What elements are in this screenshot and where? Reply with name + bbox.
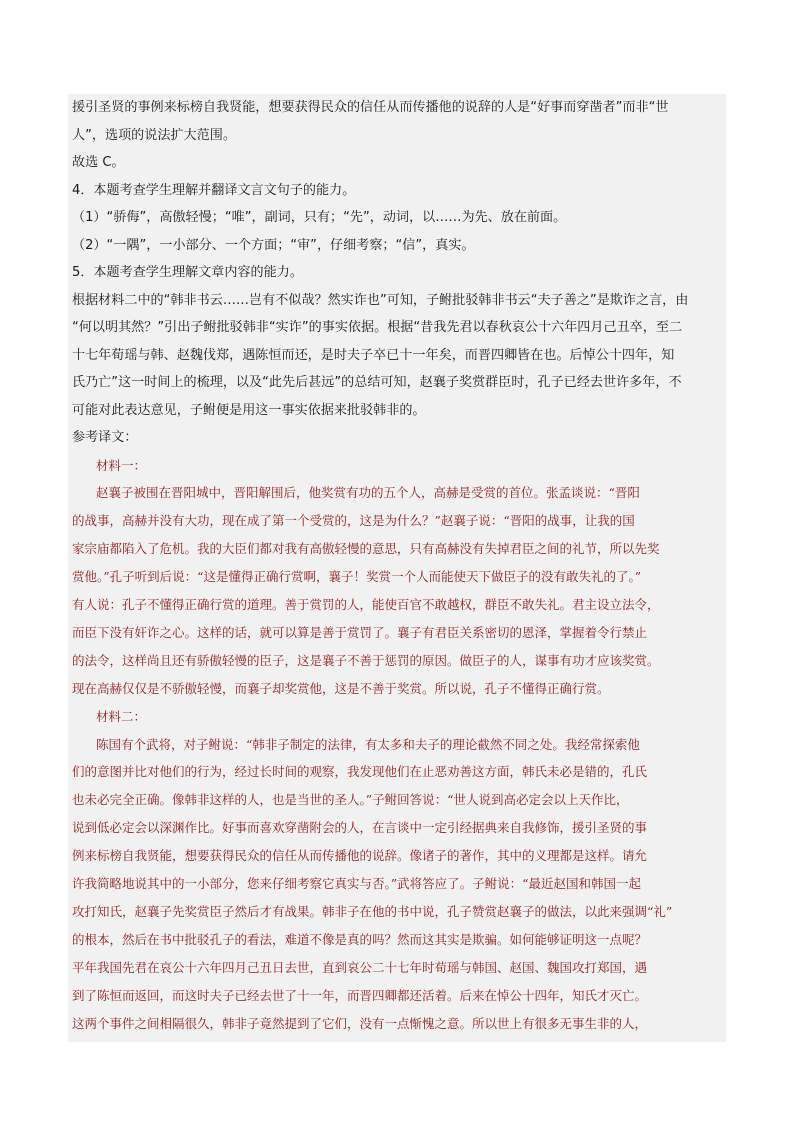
text-line: 陈国有个武将，对子鲋说：“韩非子制定的法律，有太多和夫子的理论截然不同之处。我经常探索他 [96, 736, 640, 752]
text-line: （1）“骄侮”，高傲轻慢；“唯”，副词，只有；“先”，动词，以……为先、放在前面。 [72, 210, 567, 225]
text-line: 人”，选项的说法扩大范围。 [72, 127, 236, 143]
text-line: 这两个事件之间相隔很久，韩非子竟然提到了它们，没有一点惭愧之意。所以世上有很多无事生非的人， [72, 1015, 648, 1031]
text-line: （2）“一隅”，一小部分、一个方面；“审”，仔细考察；“信”，真实。 [72, 237, 475, 253]
text-line: “何以明其然？”引出子鲋批驳韩非“实诈”的事实依据。根据“昔我先君以春秋哀公十六年四月己丑卒，至二 [72, 320, 683, 335]
text-line: 十七年荀瑶与韩、赵魏伐郑，遇陈恒而还，是时夫子卒已十一年矣，而晋四卿皆在也。后悼公十四年，知 [72, 347, 675, 363]
text-line: 到了陈恒而返回，而这时夫子已经去世了十一年，而晋四卿都还活着。后来在悼公十四年，知氏才灭亡。 [72, 987, 648, 1003]
text-line: 说到低必定会以深渊作比。好事而喜欢穿凿附会的人，在言谈中一定引经据典来自我修饰，援引圣贤的事 [72, 820, 648, 836]
material2-lines [72, 731, 722, 1038]
text-line: 根据材料二中的“韩非书云……岂有不似哉？然实诈也”可知，子鲋批驳韩非书云“夫子善之”是欺诈之言，由 [72, 292, 689, 308]
text-line: 许我简略地说其中的一小部分，您来仔细考察它真实与否。”武将答应了。子鲋说：“最近赵国和韩国一起 [72, 876, 642, 892]
text-line: 氏乃亡”这一时间上的梳理，以及“此先后甚远”的总结可知，赵襄子奖赏群臣时，孔子已经去世许多年，不 [72, 375, 682, 390]
answer-lines [72, 94, 722, 452]
text-line: 有人说：孔子不懂得正确行赏的道理。善于赏罚的人，能使百官不敢越权，群臣不敢失礼。君主设立法令， [72, 597, 660, 613]
text-line: 4．本题考查学生理解并翻译文言文句子的能力。 [72, 182, 356, 198]
text-line: 平年我国先君在哀公十六年四月己丑日去世，直到哀公二十七年时荀瑶与韩国、赵国、魏国攻打郑国，遇 [72, 959, 648, 975]
text-line: 例来标榜自我贤能，想要获得民众的信任从而传播他的说辞。像诸子的著作，其中的义理都是这样。请允 [72, 848, 648, 864]
material2-heading: 材料二： [96, 708, 147, 724]
text-line: 故选 C。 [72, 155, 125, 170]
text-line: 援引圣贤的事例来标榜自我贤能，想要获得民众的信任从而传播他的说辞的人是“好事而穿凿者”而非“世 [72, 100, 669, 115]
text-line: 的法令，这样尚且还有骄傲轻慢的臣子，这是襄子不善于惩罚的原因。做臣子的人，谋事有功才应该奖赏。 [72, 652, 660, 668]
answer-explanation-block [68, 94, 726, 1042]
text-line: 也未必完全正确。像韩非这样的人，也是当世的圣人。”子鲋回答说：“世人说到高必定会以上天作比， [72, 792, 629, 808]
material1-lines [72, 479, 722, 702]
text-line: 的根本，然后在书中批驳孔子的看法，难道不像是真的吗？然而这其实是欺骗。如何能够证明这一点呢？ [72, 931, 648, 947]
text-line: 可能对此表达意见，子鲋便是用这一事实依据来批驳韩非的。 [72, 402, 426, 418]
text-line: 5．本题考查学生理解文章内容的能力。 [72, 265, 303, 280]
text-line: 赵襄子被围在晋阳城中，晋阳解围后，他奖赏有功的五个人，高赫是受赏的首位。张孟谈说：“晋阳 [96, 485, 640, 501]
text-line: 现在高赫仅仅是不骄傲轻慢，而襄子却奖赏他，这是不善于奖赏。所以说，孔子不懂得正确行赏。 [72, 680, 610, 696]
text-line: 们的意图并比对他们的行为，经过长时间的观察，我发现他们在止恶劝善这方面，韩氏未必是错的，孔氏 [72, 764, 648, 780]
text-line: 参考译文： [72, 430, 138, 445]
material1-heading: 材料一： [96, 457, 147, 473]
text-line: 攻打知氏，赵襄子先奖赏臣子然后才有战果。韩非子在他的书中说，孔子赞赏赵襄子的做法，以此来强调“礼” [72, 904, 673, 919]
reference-translation [72, 452, 722, 1038]
text-line: 赏他。”孔子听到后说：“这是懂得正确行赏啊，襄子！奖赏一个人而能使天下做臣子的没有敢失礼的了。” [72, 569, 642, 585]
text-line: 的战事，高赫并没有大功，现在成了第一个受赏的，这是为什么？”赵襄子说：“晋阳的战事，让我的国 [72, 513, 635, 529]
text-line: 家宗庙都陷入了危机。我的大臣们都对我有高傲轻慢的意思，只有高赫没有失掉君臣之间的礼节，所以先奖 [72, 541, 660, 557]
text-line: 而臣下没有奸诈之心。这样的话，就可以算是善于赏罚了。襄子有君臣关系密切的恩泽，掌握着令行禁止 [72, 624, 648, 640]
